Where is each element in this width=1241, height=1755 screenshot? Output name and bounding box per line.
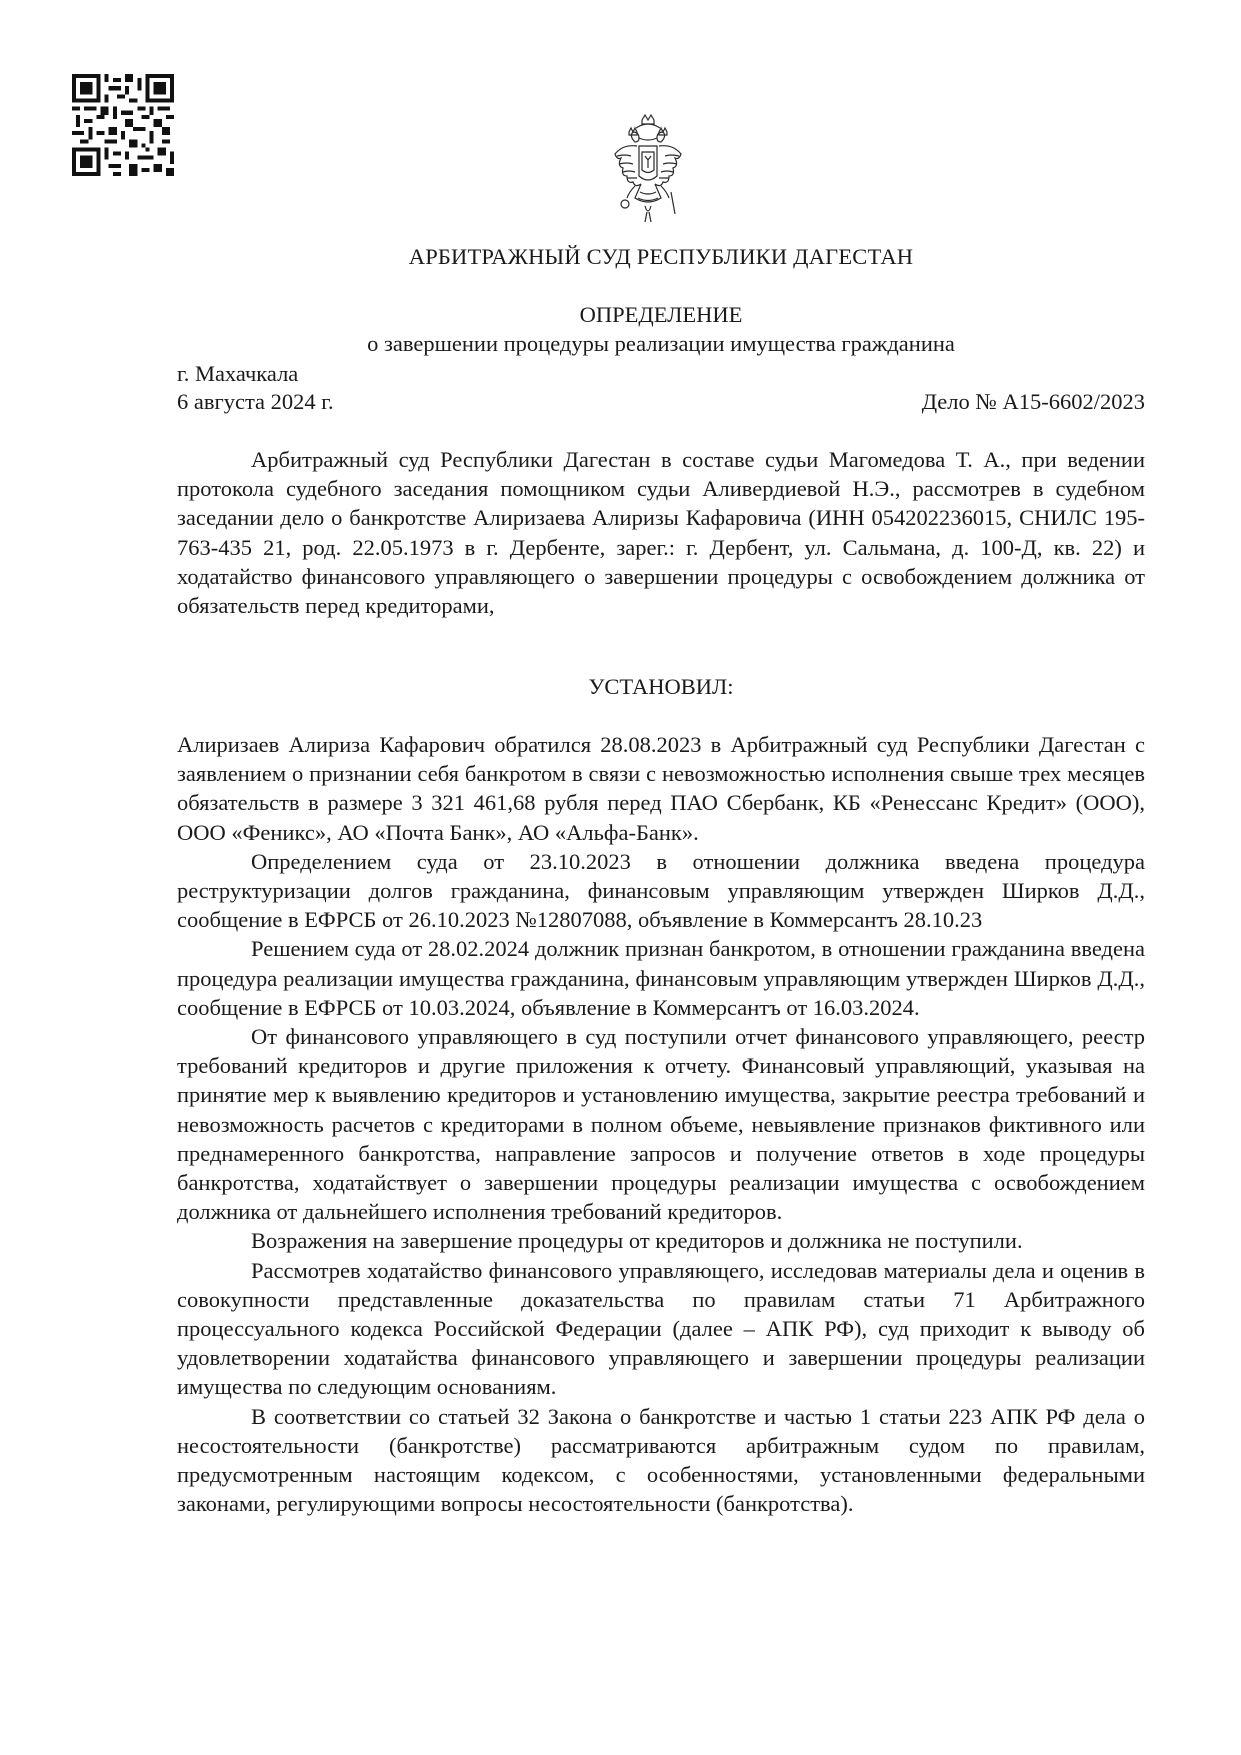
case-number: Дело № А15-6602/2023 bbox=[921, 389, 1145, 414]
intro-paragraph: Арбитражный суд Республики Дагестан в составе судьи Магомедова Т. А., при ведении протокола судебного заседания помощником судьи Аливердиевой Н.Э., рассмотрев в судебном заседании дело о банкротстве Алиризаева Алиризы Кафаровича (ИНН 054202236015, СНИЛС 195-763-435 21, род. 22.05.1973 в г. Дербенте, зарег.: г. Дербент, ул. Сальмана, д. 100-Д, кв. 22) и ходатайство финансового управляющего о завершении процедуры с освобождением должника от обязательств перед кредиторами, bbox=[177, 447, 1145, 619]
document-type: ОПРЕДЕЛЕНИЕ bbox=[579, 302, 743, 327]
paragraph: Решением суда от 28.02.2024 должник признан банкротом, в отношении гражданина введена процедура реализации имущества гражданина, финансовым управляющим утвержден Ширков Д.Д., сообщение в ЕФРСБ от 10.03.2024, объявление в Коммерсантъ от 16.03.2024. bbox=[177, 936, 1145, 1020]
paragraph: В соответствии со статьей 32 Закона о банкротстве и частью 1 статьи 223 АПК РФ дела о несостоятельности (банкротстве) рассматриваются арбитражным судом по правилам, предусмотренным настоящим кодексом, с особенностями, установленными федеральными законами, регулирующими вопросы несостоятельности (банкротства). bbox=[177, 1403, 1145, 1517]
qr-code-icon bbox=[72, 74, 174, 176]
paragraph: Возражения на завершение процедуры от кредиторов и должника не поступили. bbox=[251, 1228, 1023, 1254]
paragraph: Рассмотрев ходатайство финансового управляющего, исследовав материалы дела и оценив в совокупности представленные доказательства по правилам статьи 71 Арбитражного процессуального кодекса Российской Федерации (далее – АПК РФ), суд приходит к выводу об удовлетворении ходатайства финансового управляющего и завершении процедуры реализации имущества по следующим основаниям. bbox=[177, 1257, 1145, 1400]
paragraph: Определением суда от 23.10.2023 в отношении должника введена процедура реструктуризации долгов гражданина, финансовым управляющим утвержден Ширков Д.Д., сообщение в ЕФРСБ от 26.10.2023 №12807088, объявление в Коммерсантъ 28.10.23 bbox=[177, 848, 1145, 933]
section-heading: УСТАНОВИЛ: bbox=[588, 674, 734, 699]
paragraph: От финансового управляющего в суд поступили отчет финансового управляющего, реестр требований кредиторов и другие приложения к отчету. Финансовый управляющий, указывая на принятие мер к выявлению кредиторов и установлению имущества, закрытие реестра требований и невозможность расчетов с кредиторами в полном объеме, невыявление признаков фиктивного или преднамеренного банкротства, направление запросов и получение ответов в ходе процедуры банкротства, ходатайствует о завершении процедуры реализации имущества с освобождением должника от дальнейшего исполнения требований кредиторов. bbox=[177, 1024, 1145, 1225]
paragraph: Алиризаев Алириза Кафарович обратился 28.08.2023 в Арбитражный суд Республики Дагестан с заявлением о признании себя банкротом в связи с невозможностью исполнения свыше трех месяцев обязательств в размере 3 321 461,68 рубля перед ПАО Сбербанк, КБ «Ренессанс Кредит» (ООО), ООО «Феникс», АО «Почта Банк», АО «Альфа-Банк». bbox=[177, 732, 1145, 845]
court-name: АРБИТРАЖНЫЙ СУД РЕСПУБЛИКИ ДАГЕСТАН bbox=[408, 244, 914, 269]
intro-block bbox=[177, 445, 1145, 620]
document-subtitle: о завершении процедуры реализации имущества гражданина bbox=[367, 331, 955, 356]
main-text bbox=[177, 730, 1145, 1518]
city: г. Махачкала bbox=[177, 361, 299, 386]
document-date: 6 августа 2024 г. bbox=[177, 389, 334, 414]
coat-of-arms-icon bbox=[611, 112, 685, 236]
